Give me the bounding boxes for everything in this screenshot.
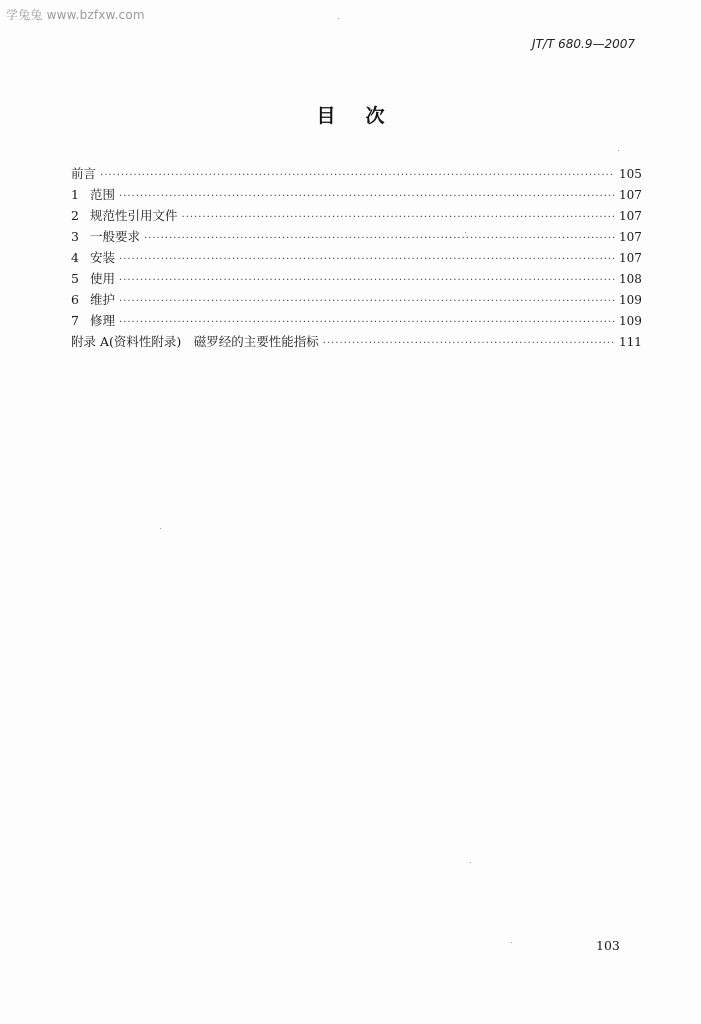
toc-entry[interactable] (71, 226, 642, 247)
scan-speck (160, 528, 161, 529)
toc-entry-page: 107 (619, 251, 642, 265)
toc-leader-dots (323, 333, 615, 354)
toc-entry-page: 107 (619, 230, 642, 244)
toc-entry-page: 108 (619, 272, 642, 286)
toc-entry-page: 109 (619, 314, 642, 328)
toc-entry-label: 附录 A(资料性附录) 磁罗经的主要性能指标 (71, 334, 319, 349)
toc-leader-dots (119, 291, 615, 312)
toc-entry-page: 111 (619, 335, 642, 349)
toc-entry-number: 5 (71, 271, 79, 286)
toc-entry[interactable] (71, 184, 642, 205)
toc-entry[interactable] (71, 331, 642, 352)
toc-leader-dots (119, 312, 615, 333)
toc-title: 目次 (316, 105, 415, 127)
scan-speck (511, 942, 512, 943)
toc-entry[interactable] (71, 289, 642, 310)
toc-entry-label: 安装 (90, 250, 116, 265)
toc-leader-dots (119, 249, 615, 270)
toc-entry-label: 范围 (90, 187, 116, 202)
toc-entry-number: 3 (71, 229, 79, 244)
toc-leader-dots (182, 207, 615, 228)
toc-entry-label: 一般要求 (90, 229, 141, 244)
toc-entry-label: 规范性引用文件 (90, 208, 178, 223)
toc-entry-label: 修理 (90, 313, 116, 328)
toc-entry-label: 维护 (90, 292, 116, 307)
toc-leader-dots (119, 186, 615, 207)
scan-speck (338, 18, 339, 19)
scan-speck (465, 232, 466, 233)
toc-entry[interactable] (71, 268, 642, 289)
site-watermark: 学兔兔 www.bzfxw.com (6, 8, 145, 22)
toc-entry-label: 使用 (90, 271, 116, 286)
page-number: 103 (596, 938, 620, 953)
toc-entry-number: 2 (71, 208, 79, 223)
toc-entry[interactable] (71, 310, 642, 331)
toc-entry-page: 105 (619, 167, 642, 181)
toc-entry-number: 7 (71, 313, 79, 328)
standard-code: JT/T 680.9—2007 (532, 37, 635, 51)
toc-entry-label: 前言 (71, 166, 97, 181)
toc-entry-page: 109 (619, 293, 642, 307)
toc-entry[interactable] (71, 247, 642, 268)
scan-speck (618, 150, 619, 151)
toc-leader-dots (100, 165, 615, 186)
toc-entry-page: 107 (619, 209, 642, 223)
table-of-contents (71, 163, 642, 352)
toc-entry-page: 107 (619, 188, 642, 202)
toc-entry[interactable] (71, 205, 642, 226)
toc-entry[interactable] (71, 163, 642, 184)
toc-entry-number: 4 (71, 250, 79, 265)
toc-entry-number: 6 (71, 292, 79, 307)
toc-entry-number: 1 (71, 187, 79, 202)
toc-leader-dots (119, 270, 615, 291)
toc-leader-dots (144, 228, 615, 249)
scan-speck (470, 862, 471, 863)
